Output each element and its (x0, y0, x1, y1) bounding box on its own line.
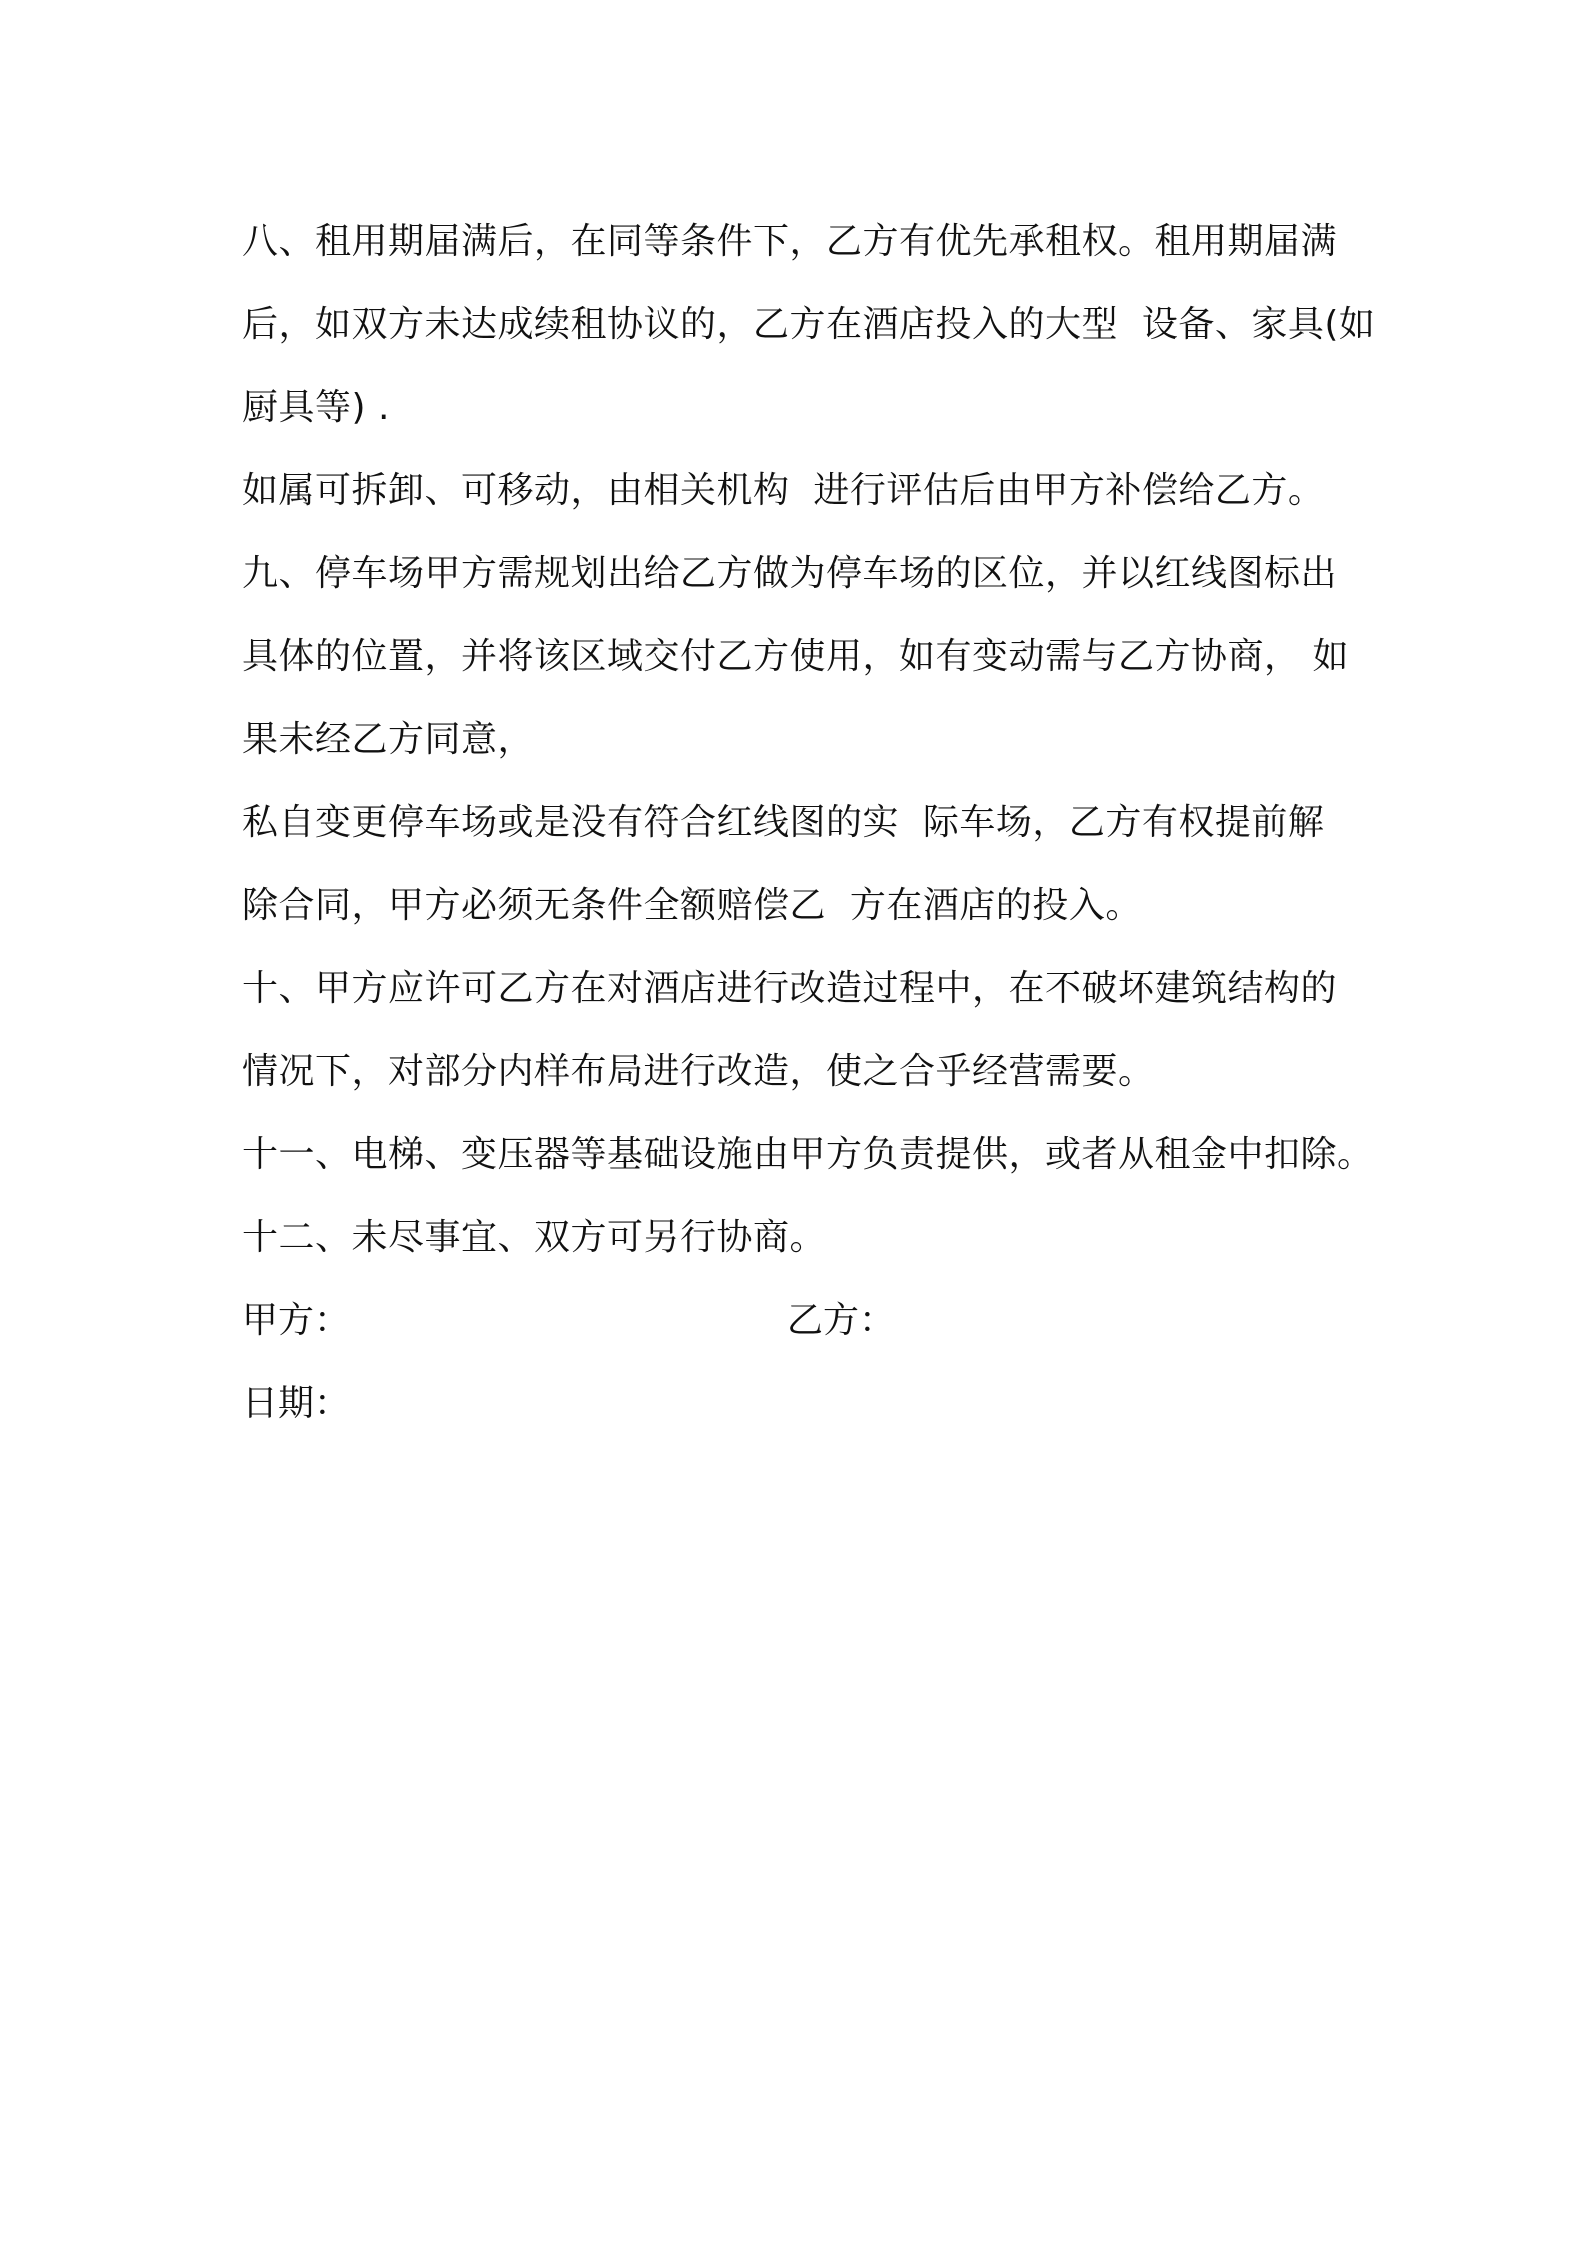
signature-row (242, 1279, 1362, 1362)
party-b-label: 乙方： (787, 1300, 896, 1341)
text-line: 如属可拆卸、可移动，由相关机构 进行评估后由甲方补偿给乙方。 (242, 470, 1325, 511)
text-line: 具体的位置，并将该区域交付乙方使用，如有变动需与乙方协商， 如 (242, 636, 1349, 677)
text-line: 后，如双方未达成续租协议的，乙方在酒店投入的大型 设备、家具(如 (242, 304, 1376, 345)
text-line: 私自变更停车场或是没有符合红线图的实 际车场，乙方有权提前解 (242, 802, 1325, 843)
text-line: 果未经乙方同意， (242, 719, 535, 760)
text-line: 十一、电梯、变压器等基础设施由甲方负责提供，或者从租金中扣除。 (242, 1134, 1374, 1175)
text-line: 十二、未尽事宜、双方可另行协商。 (242, 1217, 827, 1258)
party-a-label: 甲方： (242, 1300, 351, 1341)
text-line: 八、租用期届满后，在同等条件下，乙方有优先承租权。租用期届满 (242, 221, 1338, 262)
date-label: 日期： (242, 1383, 351, 1424)
text-line: 十、甲方应许可乙方在对酒店进行改造过程中，在不破坏建筑结构的 (242, 968, 1338, 1009)
text-line: 情况下，对部分内样布局进行改造，使之合乎经营需要。 (242, 1051, 1155, 1092)
text-line: 除合同，甲方必须无条件全额赔偿乙 方在酒店的投入。 (242, 885, 1142, 926)
text-line: 九、停车场甲方需规划出给乙方做为停车场的区位，并以红线图标出 (242, 553, 1338, 594)
document-body (242, 200, 1376, 1445)
text-line: 厨具等) . (242, 387, 390, 428)
date-row (242, 1362, 1362, 1445)
